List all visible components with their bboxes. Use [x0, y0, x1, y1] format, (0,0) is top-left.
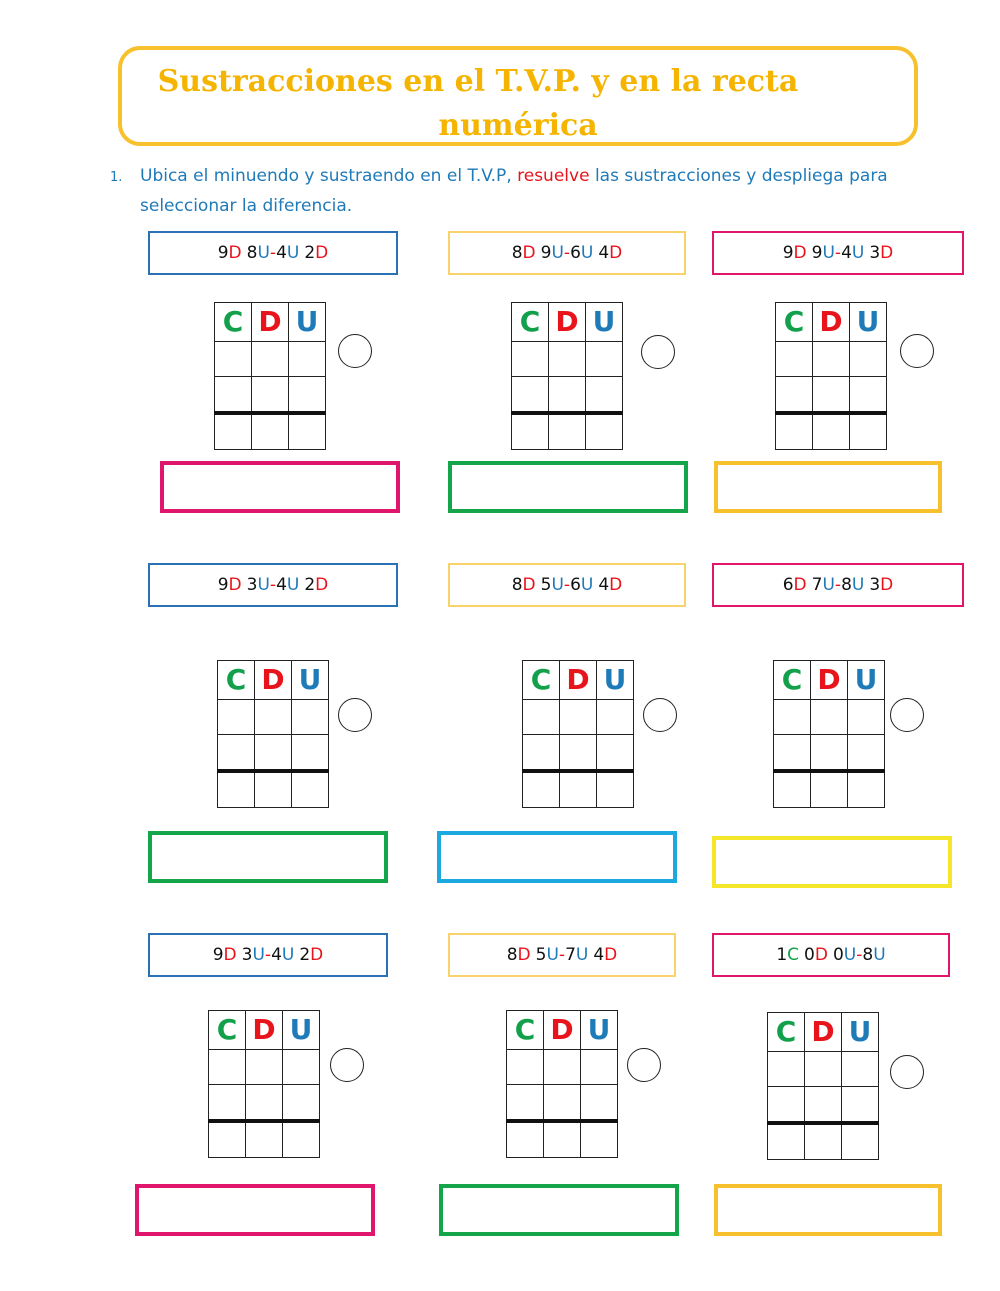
operation-token: 4 [271, 945, 282, 965]
cell-input[interactable] [523, 700, 560, 735]
cell-input[interactable] [523, 771, 560, 808]
cell-input[interactable] [811, 700, 848, 735]
operation-token: D [310, 945, 324, 965]
operation-token: U [822, 243, 835, 263]
cell-input[interactable] [597, 735, 634, 772]
operation-box-7 [148, 933, 388, 977]
answer-dropdown-3[interactable] [714, 461, 942, 513]
cell-input[interactable] [581, 1050, 618, 1085]
cell-input[interactable] [544, 1050, 581, 1085]
operation-token: U [873, 945, 886, 965]
operation-token: 9 [217, 243, 229, 263]
header-d: D [549, 303, 586, 342]
cell-input[interactable] [848, 700, 885, 735]
sign-circle-8[interactable] [627, 1048, 661, 1082]
cell-input[interactable] [218, 735, 255, 772]
sign-circle-7[interactable] [330, 1048, 364, 1082]
instruction-text-b: las sustracciones y despliega para [589, 166, 888, 186]
cell-input[interactable] [774, 735, 811, 772]
cell-input[interactable] [292, 700, 329, 735]
page-title [118, 60, 918, 148]
operation-token: 3 [869, 243, 881, 263]
operation-token: U [851, 575, 865, 595]
header-c: C [774, 661, 811, 700]
header-d: D [544, 1011, 581, 1050]
operation-token: U [580, 243, 594, 263]
operation-token: D [609, 243, 623, 263]
cell-input[interactable] [842, 1123, 879, 1160]
header-u: U [842, 1013, 879, 1052]
title-line-1: Sustracciones en el T.V.P. y en la recta [157, 64, 799, 99]
cell-input[interactable] [813, 377, 850, 414]
place-value-table-8 [506, 1010, 620, 1154]
header-c: C [209, 1011, 246, 1050]
cell-input[interactable] [768, 1052, 805, 1087]
cell-input[interactable] [581, 1121, 618, 1158]
cell-input[interactable] [255, 735, 292, 772]
cell-input[interactable] [805, 1052, 842, 1087]
cell-input[interactable] [850, 342, 887, 377]
operation-token: 0 [804, 945, 815, 965]
operation-token: D [522, 243, 536, 263]
cell-input[interactable] [560, 735, 597, 772]
cell-input[interactable] [252, 342, 289, 377]
operation-token: 3 [869, 575, 881, 595]
cell-input[interactable] [586, 342, 623, 377]
operation-token: 8 [862, 945, 874, 965]
operation-token: D [880, 575, 894, 595]
cell-input[interactable] [811, 771, 848, 808]
cell-input[interactable] [549, 413, 586, 450]
cell-input[interactable] [507, 1085, 544, 1122]
cell-input[interactable] [811, 735, 848, 772]
cell-input[interactable] [850, 413, 887, 450]
header-c: C [512, 303, 549, 342]
header-c: C [776, 303, 813, 342]
operation-token: U [281, 945, 295, 965]
operation-token: U [551, 575, 564, 595]
operation-token: 5 [535, 945, 547, 965]
header-d: D [246, 1011, 283, 1050]
operation-token: D [315, 243, 329, 263]
operation-token: D [814, 945, 828, 965]
operation-token: 2 [304, 575, 316, 595]
cell-input[interactable] [289, 377, 326, 414]
operation-box-9 [712, 933, 950, 977]
header-u: U [289, 303, 326, 342]
cell-input[interactable] [246, 1085, 283, 1122]
cell-input[interactable] [209, 1085, 246, 1122]
answer-dropdown-4[interactable] [148, 831, 388, 883]
cell-input[interactable] [776, 342, 813, 377]
answer-dropdown-7[interactable] [135, 1184, 375, 1236]
cell-input[interactable] [283, 1050, 320, 1085]
cell-input[interactable] [246, 1050, 283, 1085]
cell-input[interactable] [597, 700, 634, 735]
operation-box-6 [712, 563, 964, 607]
operation-token: 4 [276, 243, 287, 263]
cell-input[interactable] [507, 1121, 544, 1158]
operation-token: D [880, 243, 894, 263]
header-u: U [581, 1011, 618, 1050]
instruction-text-a: Ubica el minuendo y sustraendo en el T.V.P, [140, 166, 518, 186]
operation-token: 9 [540, 243, 552, 263]
title-line-2: numérica [438, 108, 598, 143]
cell-input[interactable] [549, 342, 586, 377]
operation-token: 4 [598, 243, 610, 263]
answer-dropdown-9[interactable] [714, 1184, 942, 1236]
cell-input[interactable] [523, 735, 560, 772]
cell-input[interactable] [848, 735, 885, 772]
operation-token: 8 [511, 575, 523, 595]
operation-token: C [787, 945, 800, 965]
cell-input[interactable] [252, 413, 289, 450]
place-value-table-7 [208, 1010, 322, 1154]
operation-token: D [228, 575, 242, 595]
header-u: U [586, 303, 623, 342]
operation-token: - [563, 575, 571, 595]
operation-token: - [834, 243, 842, 263]
operation-token: 2 [304, 243, 316, 263]
place-value-table-3 [775, 302, 889, 446]
operation-token: 8 [511, 243, 523, 263]
header-u: U [292, 661, 329, 700]
operation-token: 6 [570, 243, 581, 263]
operation-token: 2 [299, 945, 311, 965]
cell-input[interactable] [292, 735, 329, 772]
cell-input[interactable] [776, 377, 813, 414]
cell-input[interactable] [549, 377, 586, 414]
operation-token: D [793, 243, 807, 263]
operation-box-3 [712, 231, 964, 275]
header-c: C [507, 1011, 544, 1050]
cell-input[interactable] [586, 377, 623, 414]
operation-token: 8 [246, 243, 258, 263]
cell-input[interactable] [255, 771, 292, 808]
operation-token: 1 [776, 945, 788, 965]
operation-token: 6 [570, 575, 581, 595]
cell-input[interactable] [774, 771, 811, 808]
operation-token: 9 [782, 243, 794, 263]
operation-token: U [286, 243, 300, 263]
sign-circle-6[interactable] [890, 698, 924, 732]
sign-circle-4[interactable] [338, 698, 372, 732]
cell-input[interactable] [842, 1052, 879, 1087]
answer-dropdown-2[interactable] [448, 461, 688, 513]
header-u: U [850, 303, 887, 342]
operation-box-5 [448, 563, 686, 607]
cell-input[interactable] [292, 771, 329, 808]
header-d: D [252, 303, 289, 342]
header-u: U [848, 661, 885, 700]
operation-token: - [856, 945, 863, 965]
operation-token: - [834, 575, 842, 595]
cell-input[interactable] [283, 1121, 320, 1158]
operation-box-4 [148, 563, 398, 607]
sign-circle-5[interactable] [643, 698, 677, 732]
cell-input[interactable] [805, 1087, 842, 1124]
header-d: D [811, 661, 848, 700]
cell-input[interactable] [544, 1085, 581, 1122]
header-c: C [523, 661, 560, 700]
answer-dropdown-5[interactable] [437, 831, 677, 883]
cell-input[interactable] [586, 413, 623, 450]
place-value-table-6 [773, 660, 887, 804]
operation-token: U [252, 945, 265, 965]
cell-input[interactable] [842, 1087, 879, 1124]
sign-circle-9[interactable] [890, 1055, 924, 1089]
cell-input[interactable] [215, 413, 252, 450]
header-u: U [283, 1011, 320, 1050]
operation-token: U [551, 243, 564, 263]
operation-token: 7 [565, 945, 576, 965]
operation-box-8 [448, 933, 676, 977]
operation-token: 6 [782, 575, 794, 595]
operation-token: D [315, 575, 329, 595]
sign-circle-2[interactable] [641, 335, 675, 369]
operation-token: 4 [276, 575, 287, 595]
cell-input[interactable] [768, 1087, 805, 1124]
place-value-table-9 [767, 1012, 881, 1156]
cell-input[interactable] [581, 1085, 618, 1122]
operation-box-2 [448, 231, 686, 275]
cell-input[interactable] [507, 1050, 544, 1085]
instruction [110, 162, 960, 220]
sign-circle-3[interactable] [900, 334, 934, 368]
operation-token: D [522, 575, 536, 595]
instruction-text-c: seleccionar la diferencia. [140, 196, 353, 216]
answer-dropdown-6[interactable] [712, 836, 952, 888]
cell-input[interactable] [776, 413, 813, 450]
operation-token: U [851, 243, 865, 263]
place-value-table-4 [217, 660, 331, 804]
cell-input[interactable] [218, 771, 255, 808]
cell-input[interactable] [283, 1085, 320, 1122]
cell-input[interactable] [289, 342, 326, 377]
operation-token: D [517, 945, 531, 965]
operation-token: D [793, 575, 807, 595]
operation-token: - [264, 945, 272, 965]
header-d: D [805, 1013, 842, 1052]
header-d: D [560, 661, 597, 700]
operation-token: D [604, 945, 618, 965]
header-c: C [768, 1013, 805, 1052]
operation-token: U [843, 945, 857, 965]
header-u: U [597, 661, 634, 700]
cell-input[interactable] [218, 700, 255, 735]
operation-box-1 [148, 231, 398, 275]
cell-input[interactable] [560, 771, 597, 808]
operation-token: 7 [811, 575, 823, 595]
cell-input[interactable] [512, 342, 549, 377]
cell-input[interactable] [597, 771, 634, 808]
operation-token: D [609, 575, 623, 595]
operation-token: 0 [832, 945, 844, 965]
header-d: D [813, 303, 850, 342]
operation-token: 3 [241, 945, 253, 965]
operation-token: - [269, 575, 277, 595]
operation-token: - [558, 945, 566, 965]
cell-input[interactable] [512, 413, 549, 450]
operation-token: 9 [217, 575, 229, 595]
cell-input[interactable] [215, 342, 252, 377]
place-value-table-5 [522, 660, 636, 804]
operation-token: U [546, 945, 559, 965]
operation-token: 8 [506, 945, 518, 965]
header-c: C [218, 661, 255, 700]
header-d: D [255, 661, 292, 700]
operation-token: - [563, 243, 571, 263]
cell-input[interactable] [850, 377, 887, 414]
operation-token: D [223, 945, 237, 965]
operation-token: U [580, 575, 594, 595]
cell-input[interactable] [813, 413, 850, 450]
operation-token: 8 [841, 575, 852, 595]
operation-token: 3 [246, 575, 258, 595]
cell-input[interactable] [215, 377, 252, 414]
cell-input[interactable] [848, 771, 885, 808]
cell-input[interactable] [544, 1121, 581, 1158]
cell-input[interactable] [255, 700, 292, 735]
cell-input[interactable] [209, 1050, 246, 1085]
operation-token: D [228, 243, 242, 263]
cell-input[interactable] [252, 377, 289, 414]
header-c: C [215, 303, 252, 342]
operation-token: U [286, 575, 300, 595]
operation-token: 5 [540, 575, 552, 595]
cell-input[interactable] [289, 413, 326, 450]
cell-input[interactable] [560, 700, 597, 735]
operation-token: U [257, 575, 270, 595]
place-value-table-2 [511, 302, 625, 446]
answer-dropdown-1[interactable] [160, 461, 400, 513]
operation-token: U [257, 243, 270, 263]
cell-input[interactable] [246, 1121, 283, 1158]
instruction-number: 1. [110, 170, 123, 185]
operation-token: - [269, 243, 277, 263]
operation-token: U [822, 575, 835, 595]
operation-token: U [575, 945, 589, 965]
instruction-keyword: resuelve [517, 166, 590, 186]
cell-input[interactable] [813, 342, 850, 377]
operation-token: 4 [841, 243, 852, 263]
operation-token: 4 [598, 575, 610, 595]
sign-circle-1[interactable] [338, 334, 372, 368]
operation-token: 9 [212, 945, 224, 965]
cell-input[interactable] [512, 377, 549, 414]
cell-input[interactable] [768, 1123, 805, 1160]
place-value-table-1 [214, 302, 328, 446]
cell-input[interactable] [805, 1123, 842, 1160]
answer-dropdown-8[interactable] [439, 1184, 679, 1236]
operation-token: 4 [593, 945, 605, 965]
cell-input[interactable] [774, 700, 811, 735]
cell-input[interactable] [209, 1121, 246, 1158]
operation-token: 9 [811, 243, 823, 263]
